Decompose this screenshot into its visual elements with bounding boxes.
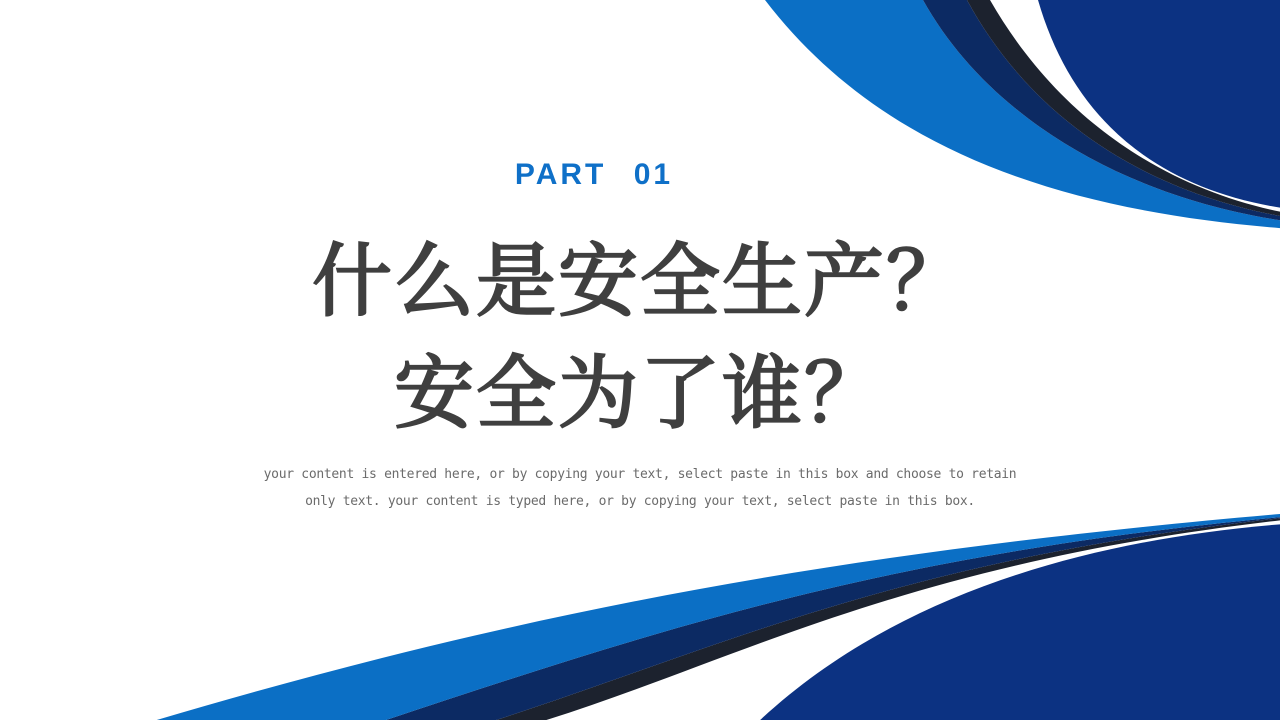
body-text-line-1: your content is entered here, or by copying your text, select paste in this box and choose to retain: [263, 467, 1017, 482]
body-text-line-2: only text. your content is typed here, or by copying your text, select paste in this box.: [305, 494, 975, 509]
slide-title: [0, 226, 1280, 450]
part-number-label: PART 01: [514, 158, 674, 191]
placeholder-body-text: [0, 461, 1280, 515]
slide-title-line-1: 什么是安全生产？: [312, 237, 968, 326]
slide-title-line-2: 安全为了谁？: [394, 349, 886, 438]
